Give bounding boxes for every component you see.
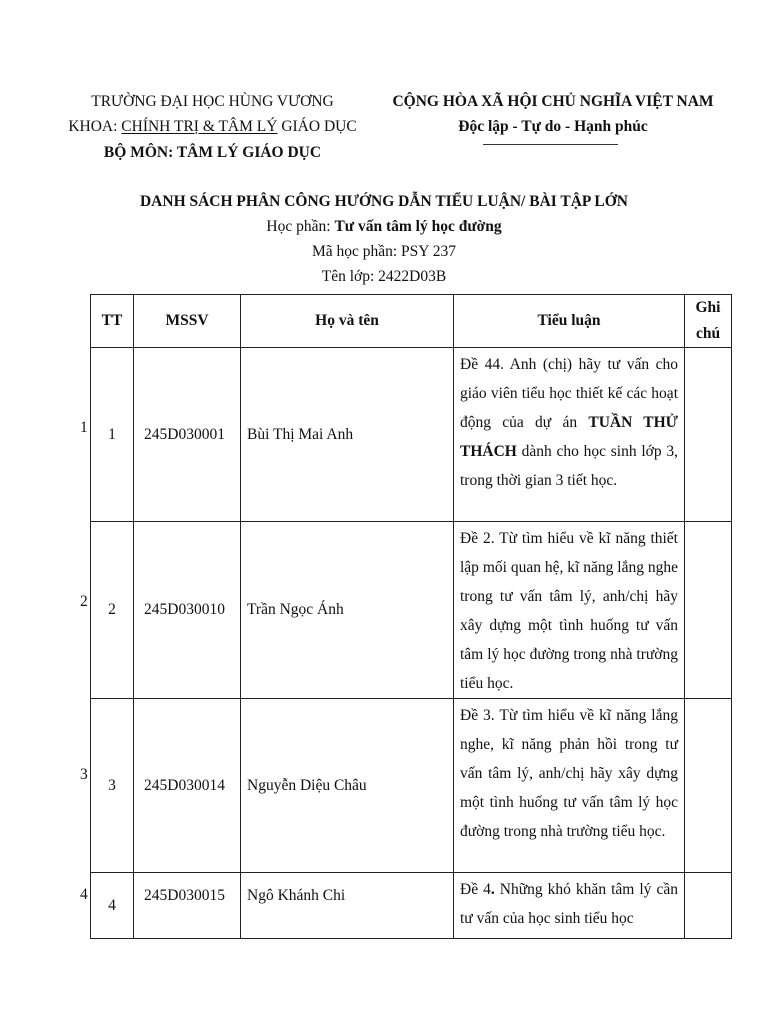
- topic-text: Đề 44. Anh (chị) hãy tư vấn cho giáo viên tiểu học thiết kế các hoạt động của dự án: [460, 356, 678, 431]
- note-cell: [685, 348, 732, 522]
- header-note-line1: Ghi: [695, 299, 721, 316]
- table-row: [91, 873, 732, 939]
- topic-text-end: Những khó khăn tâm lý cần tư vấn của học sinh tiểu học: [460, 881, 678, 927]
- header-note-line2: chú: [695, 325, 721, 342]
- national-motto: Độc lập - Tự do - Hạnh phúc: [458, 118, 648, 135]
- country-name: CỘNG HÒA XÃ HỘI CHỦ NGHĨA VIỆT NAM: [392, 93, 714, 110]
- header-note: [685, 295, 732, 348]
- header-tt: TT: [91, 295, 134, 348]
- name-cell: Nguyễn Diệu Châu: [241, 699, 454, 873]
- class-name: Tên lớp: 2422D03B: [321, 268, 447, 285]
- topic-bold-text: .: [490, 881, 495, 898]
- topic-clip: [460, 875, 678, 937]
- row-index: 3: [80, 766, 88, 783]
- name-cell: Trần Ngọc Ánh: [241, 522, 454, 699]
- tt-cell: 4: [91, 873, 134, 939]
- document-title: DANH SÁCH PHÂN CÔNG HƯỚNG DẪN TIỂU LUẬN/ BÀI TẬP LỚN: [139, 193, 628, 210]
- course-code: Mã học phần: PSY 237: [311, 243, 457, 260]
- topic-text: Đề 4: [460, 881, 491, 898]
- tt-cell: 3: [91, 699, 134, 873]
- row-index: 1: [80, 419, 88, 436]
- assignment-table: [90, 294, 732, 939]
- mssv-cell: 245D030015: [134, 873, 241, 939]
- mssv-cell: 245D030001: [134, 348, 241, 522]
- faculty-suffix: GIÁO DỤC: [277, 118, 357, 135]
- topic-cell: [454, 348, 685, 522]
- course-name: Tư vấn tâm lý học đường: [334, 218, 502, 235]
- course-line: [0, 218, 768, 236]
- faculty-name: CHÍNH TRỊ & TÂM LÝ: [121, 118, 278, 135]
- department-name: BỘ MÔN: TÂM LÝ GIÁO DỤC: [103, 144, 322, 161]
- row-index: 2: [80, 593, 88, 610]
- tt-cell: 1: [91, 348, 134, 522]
- header-mssv: MSSV: [134, 295, 241, 348]
- university-name: TRƯỜNG ĐẠI HỌC HÙNG VƯƠNG: [91, 93, 334, 110]
- tt-cell: 2: [91, 522, 134, 699]
- topic-text: Đề 3. Từ tìm hiểu về kĩ năng lắng nghe, kĩ năng phản hồi trong tư vấn tâm lý, anh/chị hãy xây dựng một tình huống tư vấn tâm lý học đường trong nhà trường tiểu học.: [460, 707, 678, 840]
- topic-bold-text: TUẦN THỬ THÁCH: [460, 414, 678, 460]
- faculty-prefix: KHOA:: [68, 118, 122, 135]
- header-topic: Tiểu luận: [454, 295, 685, 348]
- header-name: Họ và tên: [241, 295, 454, 348]
- note-cell: [685, 699, 732, 873]
- mssv-cell: 245D030014: [134, 699, 241, 873]
- note-cell: [685, 873, 732, 939]
- faculty-line: [40, 118, 385, 136]
- topic-cell: [454, 699, 685, 873]
- mssv-cell: 245D030010: [134, 522, 241, 699]
- note-cell: [685, 522, 732, 699]
- name-cell: Ngô Khánh Chi: [241, 873, 454, 939]
- table-row: [91, 522, 732, 699]
- table-row: [91, 348, 732, 522]
- row-index: 4: [80, 886, 88, 903]
- motto-underline: [483, 144, 618, 145]
- topic-text-end: dành cho học sinh lớp 3, trong thời gian 3 tiết học.: [460, 443, 678, 489]
- name-cell: Bùi Thị Mai Anh: [241, 348, 454, 522]
- table-header-row: [91, 295, 732, 348]
- table-row: [91, 699, 732, 873]
- topic-cell: [454, 522, 685, 699]
- topic-text: Đề 2. Từ tìm hiểu về kĩ năng thiết lập mối quan hệ, kĩ năng lắng nghe trong tư vấn tâm lý, anh/chị hãy xây dựng một tình huống tư vấn tâm lý học đường trong nhà trường tiểu học.: [460, 530, 678, 692]
- topic-cell: [454, 873, 685, 939]
- course-label: Học phần:: [266, 218, 335, 235]
